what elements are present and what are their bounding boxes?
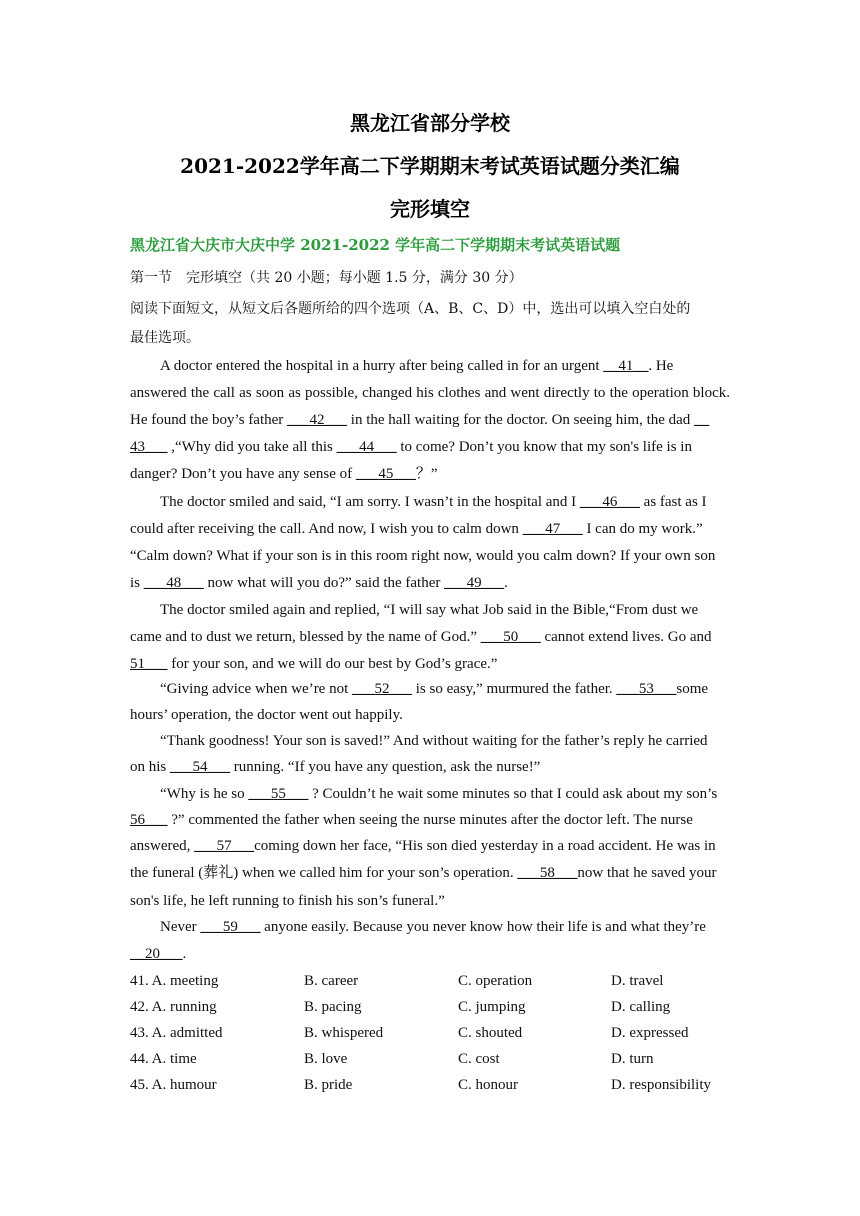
blank-51: 51___ — [130, 656, 168, 672]
blank-58: ___58___ — [517, 865, 578, 881]
option-c: C. shouted — [458, 1025, 523, 1041]
option-d: D. travel — [611, 973, 664, 989]
instruction-line-1: 阅读下面短文，从短文后各题所给的四个选项（A、B、C、D）中，选出可以填入空白处的 — [130, 301, 691, 317]
blank-52: ___52___ — [352, 681, 413, 697]
passage-line: answered the call as soon as possible, changed his clothes and went directly to the operation block. — [130, 385, 730, 401]
option-b: B. pacing — [304, 999, 362, 1015]
option-c: C. jumping — [458, 999, 526, 1015]
option-b: B. pride — [304, 1077, 353, 1093]
blank-50: ___50___ — [480, 629, 541, 645]
passage-line: “Why is he so ___55___ ? Couldn’t he wait some minutes so that I could ask about my son’s — [160, 786, 718, 802]
option-d: D. turn — [611, 1051, 654, 1067]
option-c: C. cost — [458, 1051, 500, 1067]
section-heading: 第一节 完形填空（共 20 小题；每小题 1.5 分，满分 30 分） — [130, 270, 523, 286]
passage-line: is ___48___ now what will you do?” said the father ___49___. — [130, 575, 508, 591]
passage-line: The doctor smiled again and replied, “I will say what Job said in the Bible,“From dust we — [160, 602, 699, 618]
passage-line: The doctor smiled and said, “I am sorry. I wasn’t in the hospital and I ___46___ as fast as I — [160, 494, 707, 510]
option-a: 42. A. running — [130, 999, 217, 1015]
passage-line: “Calm down? What if your son is in this room right now, would you calm down? If your own son — [130, 548, 716, 564]
option-a: 44. A. time — [130, 1051, 197, 1067]
blank-56: 56___ — [130, 812, 168, 828]
passage-line: 43___ ,“Why did you take all this ___44___ to come? Don’t you know that my son's life is in — [130, 439, 692, 455]
main-title-year: 2021-2022学年高二下学期期末考试英语试题分类汇编 — [180, 154, 680, 178]
option-b: B. whispered — [304, 1025, 384, 1041]
passage-line: on his ___54___ running. “If you have any question, ask the nurse!” — [130, 759, 541, 775]
blank-47: ___47___ — [522, 521, 583, 537]
passage-line: Never ___59___ anyone easily. Because you never know how their life is and what they’re — [160, 919, 706, 935]
blank-42: ___42___ — [287, 412, 348, 428]
option-c: C. operation — [458, 973, 533, 989]
blank-53: ___53___ — [616, 681, 677, 697]
blank-45: ___45___ — [355, 466, 416, 482]
blank-43: 43___ — [130, 439, 168, 455]
blank-43-start: __ — [694, 412, 710, 428]
option-d: D. calling — [611, 999, 671, 1015]
blank-44: ___44___ — [336, 439, 397, 455]
blank-48: ___48___ — [143, 575, 204, 591]
main-title-section: 完形填空 — [390, 197, 470, 221]
passage-line: hours’ operation, the doctor went out happily. — [130, 707, 403, 723]
option-d: D. expressed — [611, 1025, 689, 1041]
blank-60: __20___ — [130, 946, 183, 962]
option-c: C. honour — [458, 1077, 518, 1093]
blank-55: ___55___ — [248, 786, 309, 802]
passage-line: 51___ for your son, and we will do our best by God’s grace.” — [130, 656, 498, 672]
blank-41: __41__ — [603, 358, 649, 374]
passage-line: A doctor entered the hospital in a hurry after being called in for an urgent __41__. He — [160, 358, 674, 374]
blank-57: ___57___ — [194, 838, 255, 854]
option-d: D. responsibility — [611, 1077, 711, 1093]
passage-line: __20___. — [130, 946, 187, 962]
passage-line: the funeral (葬礼) when we called him for your son’s operation. ___58___now that he saved your — [130, 865, 717, 881]
blank-46: ___46___ — [579, 494, 640, 510]
passage-line: “Thank goodness! Your son is saved!” And without waiting for the father’s reply he carried — [160, 733, 708, 749]
option-a: 43. A. admitted — [130, 1025, 223, 1041]
exam-subheading: 黑龙江省大庆市大庆中学 2021-2022 学年高二下学期期末考试英语试题 — [130, 236, 621, 254]
passage-line: danger? Don’t you have any sense of ___45___？” — [130, 466, 438, 482]
option-b: B. love — [304, 1051, 348, 1067]
passage-line: He found the boy’s father ___42___ in the hall waiting for the doctor. On seeing him, the dad __ — [130, 412, 710, 428]
passage-line: 56___ ?” commented the father when seeing the nurse minutes after the doctor left. The nurse — [130, 812, 693, 828]
passage-line: answered, ___57___coming down her face, “His son died yesterday in a road accident. He was in — [130, 838, 716, 854]
instruction-line-2: 最佳选项。 — [130, 330, 200, 346]
blank-49: ___49___ — [444, 575, 505, 591]
blank-59: ___59___ — [200, 919, 261, 935]
passage-line: could after receiving the call. And now, I wish you to calm down ___47___ I can do my work.” — [130, 521, 703, 537]
option-b: B. career — [304, 973, 359, 989]
passage-line: son's life, he left running to finish his son’s funeral.” — [130, 893, 445, 909]
passage-line: came and to dust we return, blessed by the name of God.” ___50___ cannot extend lives. Go and — [130, 629, 712, 645]
option-a: 45. A. humour — [130, 1077, 217, 1093]
main-title: 黑龙江省部分学校 — [350, 111, 510, 135]
blank-54: ___54___ — [170, 759, 231, 775]
option-a: 41. A. meeting — [130, 973, 219, 989]
passage-line: “Giving advice when we’re not ___52___ is so easy,” murmured the father. ___53___some — [160, 681, 709, 697]
